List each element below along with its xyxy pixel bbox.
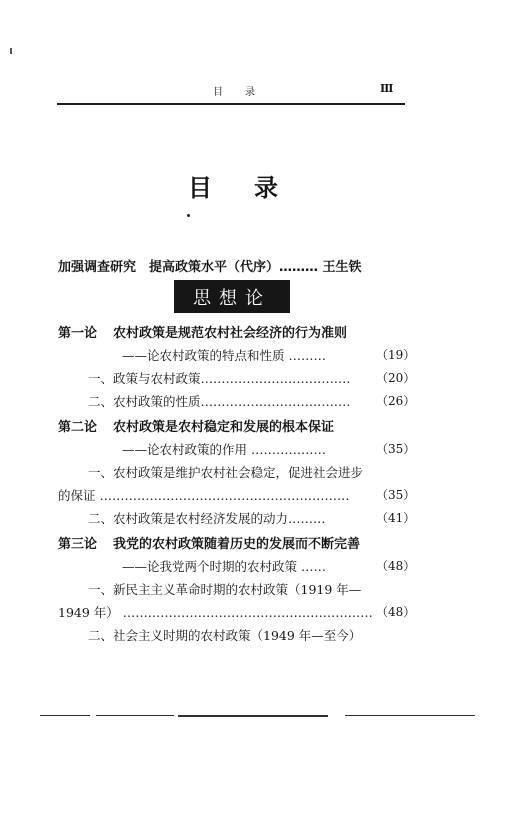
- decorative-dot: [187, 214, 190, 217]
- header-rule: [57, 103, 405, 105]
- entry-page: （48）: [376, 559, 416, 573]
- running-header-page-number: Ⅲ: [380, 82, 394, 95]
- scan-mark: [10, 48, 12, 54]
- toc-item-continued: 的保证 ……………………………………………………: [58, 488, 350, 503]
- running-header-title: 目录: [213, 87, 277, 98]
- entry-page: （19）: [376, 348, 416, 362]
- page-title: 目录: [188, 173, 320, 202]
- footer-rule: [345, 715, 475, 716]
- preface-entry: 加强调查研究 提高政策水平（代序）……… 王生铁: [58, 260, 362, 275]
- toc-item: 一、农村政策是维护农村社会稳定，促进社会进步: [88, 465, 364, 480]
- footer-rule: [96, 715, 174, 716]
- toc-subtitle: [122, 346, 326, 364]
- toc-section-1: [58, 322, 347, 341]
- section-title: 农村政策是规范农村社会经济的行为准则: [113, 326, 348, 341]
- toc-item: 二、社会主义时期的农村政策（1949 年—至今）: [88, 628, 362, 643]
- toc-item: 二、农村政策的性质………………………………: [88, 394, 351, 409]
- entry-page: （48）: [376, 605, 416, 619]
- section-title: 农村政策是农村稳定和发展的根本保证: [113, 420, 335, 435]
- section-label: 第一论: [58, 326, 98, 341]
- toc-subtitle: ——论农村政策的作用 ………………: [122, 442, 326, 457]
- entry-page: （20）: [376, 371, 416, 385]
- entry-page: （41）: [376, 511, 416, 525]
- entry-page: （35）: [376, 442, 416, 456]
- toc-subtitle: ——论我党两个时期的农村政策 ……: [122, 559, 326, 574]
- part-banner: 思想论: [174, 280, 290, 313]
- toc-item: 二、农村政策是农村经济发展的动力………: [88, 511, 326, 526]
- section-title: 我党的农村政策随着历史的发展而不断完善: [113, 537, 361, 552]
- footer-rule: [178, 715, 328, 717]
- entry-page: （35）: [376, 488, 416, 502]
- entry-text: ——论农村政策的特点和性质 ………: [122, 348, 326, 363]
- section-label: 第二论: [58, 420, 98, 435]
- toc-section-3: [58, 533, 360, 552]
- section-label: 第三论: [58, 537, 98, 552]
- toc-section-2: [58, 416, 334, 435]
- toc-item-continued: 1949 年） ……………………………………………………: [58, 605, 373, 620]
- toc-item: 一、政策与农村政策………………………………: [88, 371, 351, 386]
- entry-page: （26）: [376, 394, 416, 408]
- toc-item: 一、新民主主义革命时期的农村政策（1919 年—: [88, 582, 362, 597]
- footer-rule: [40, 715, 90, 716]
